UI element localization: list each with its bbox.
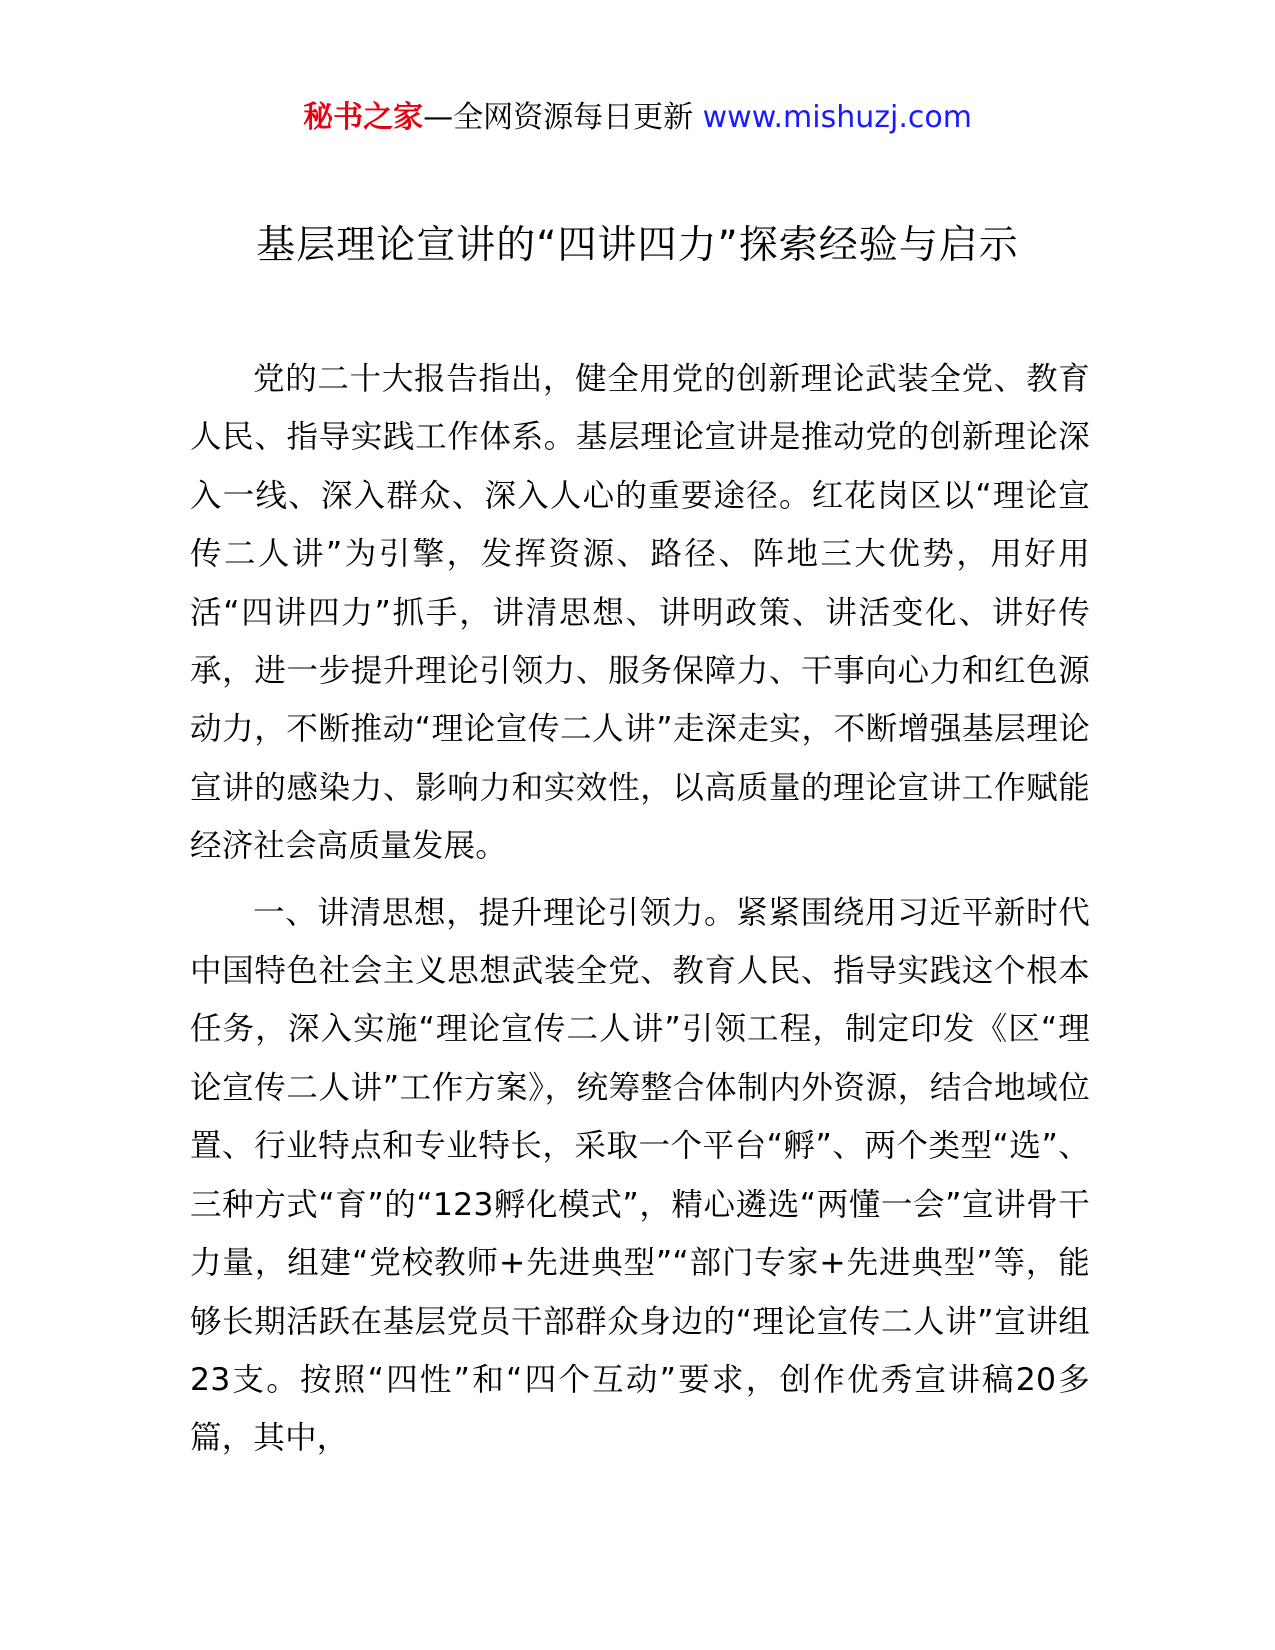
paragraph-section-one: 一、讲清思想，提升理论引领力。紧紧围绕用习近平新时代中国特色社会主义思想武装全党、教育人民、指导实践这个根本任务，深入实施“理论宣传二人讲”引领工程，制定印发《区“理论宣传二人讲”工作方案》，统筹整合体制内外资源，结合地域位置、行业特点和专业特长，采取一个平台“孵”、两个类型“选”、三种方式“育”的“123孵化模式”，精心遴选“两懂一会”宣讲骨干力量，组建“党校教师+先进典型”“部门专家+先进典型”等，能够长期活跃在基层党员干部群众身边的“理论宣传二人讲”宣讲组23支。按照“四性”和“四个互动”要求，创作优秀宣讲稿20多篇，其中，: [190, 894, 1090, 1457]
document-body: [190, 350, 1090, 1476]
site-header: [0, 96, 1275, 140]
paragraph-intro: 党的二十大报告指出，健全用党的创新理论武装全党、教育人民、指导实践工作体系。基层理论宣讲是推动党的创新理论深入一线、深入群众、深入人心的重要途径。红花岗区以“理论宣传二人讲”为引擎，发挥资源、路径、阵地三大优势，用好用活“四讲四力”抓手，讲清思想、讲明政策、讲活变化、讲好传承，进一步提升理论引领力、服务保障力、干事向心力和红色源动力，不断推动“理论宣传二人讲”走深走实，不断增强基层理论宣讲的感染力、影响力和实效性，以高质量的理论宣讲工作赋能经济社会高质量发展。: [190, 361, 1090, 865]
site-url-link[interactable]: www.mishuzj.com: [702, 100, 972, 135]
document-title: 基层理论宣讲的“四讲四力”探索经验与启示: [256, 223, 1019, 268]
site-slogan: —全网资源每日更新: [423, 100, 703, 135]
site-brand-name: 秘书之家: [303, 100, 424, 135]
